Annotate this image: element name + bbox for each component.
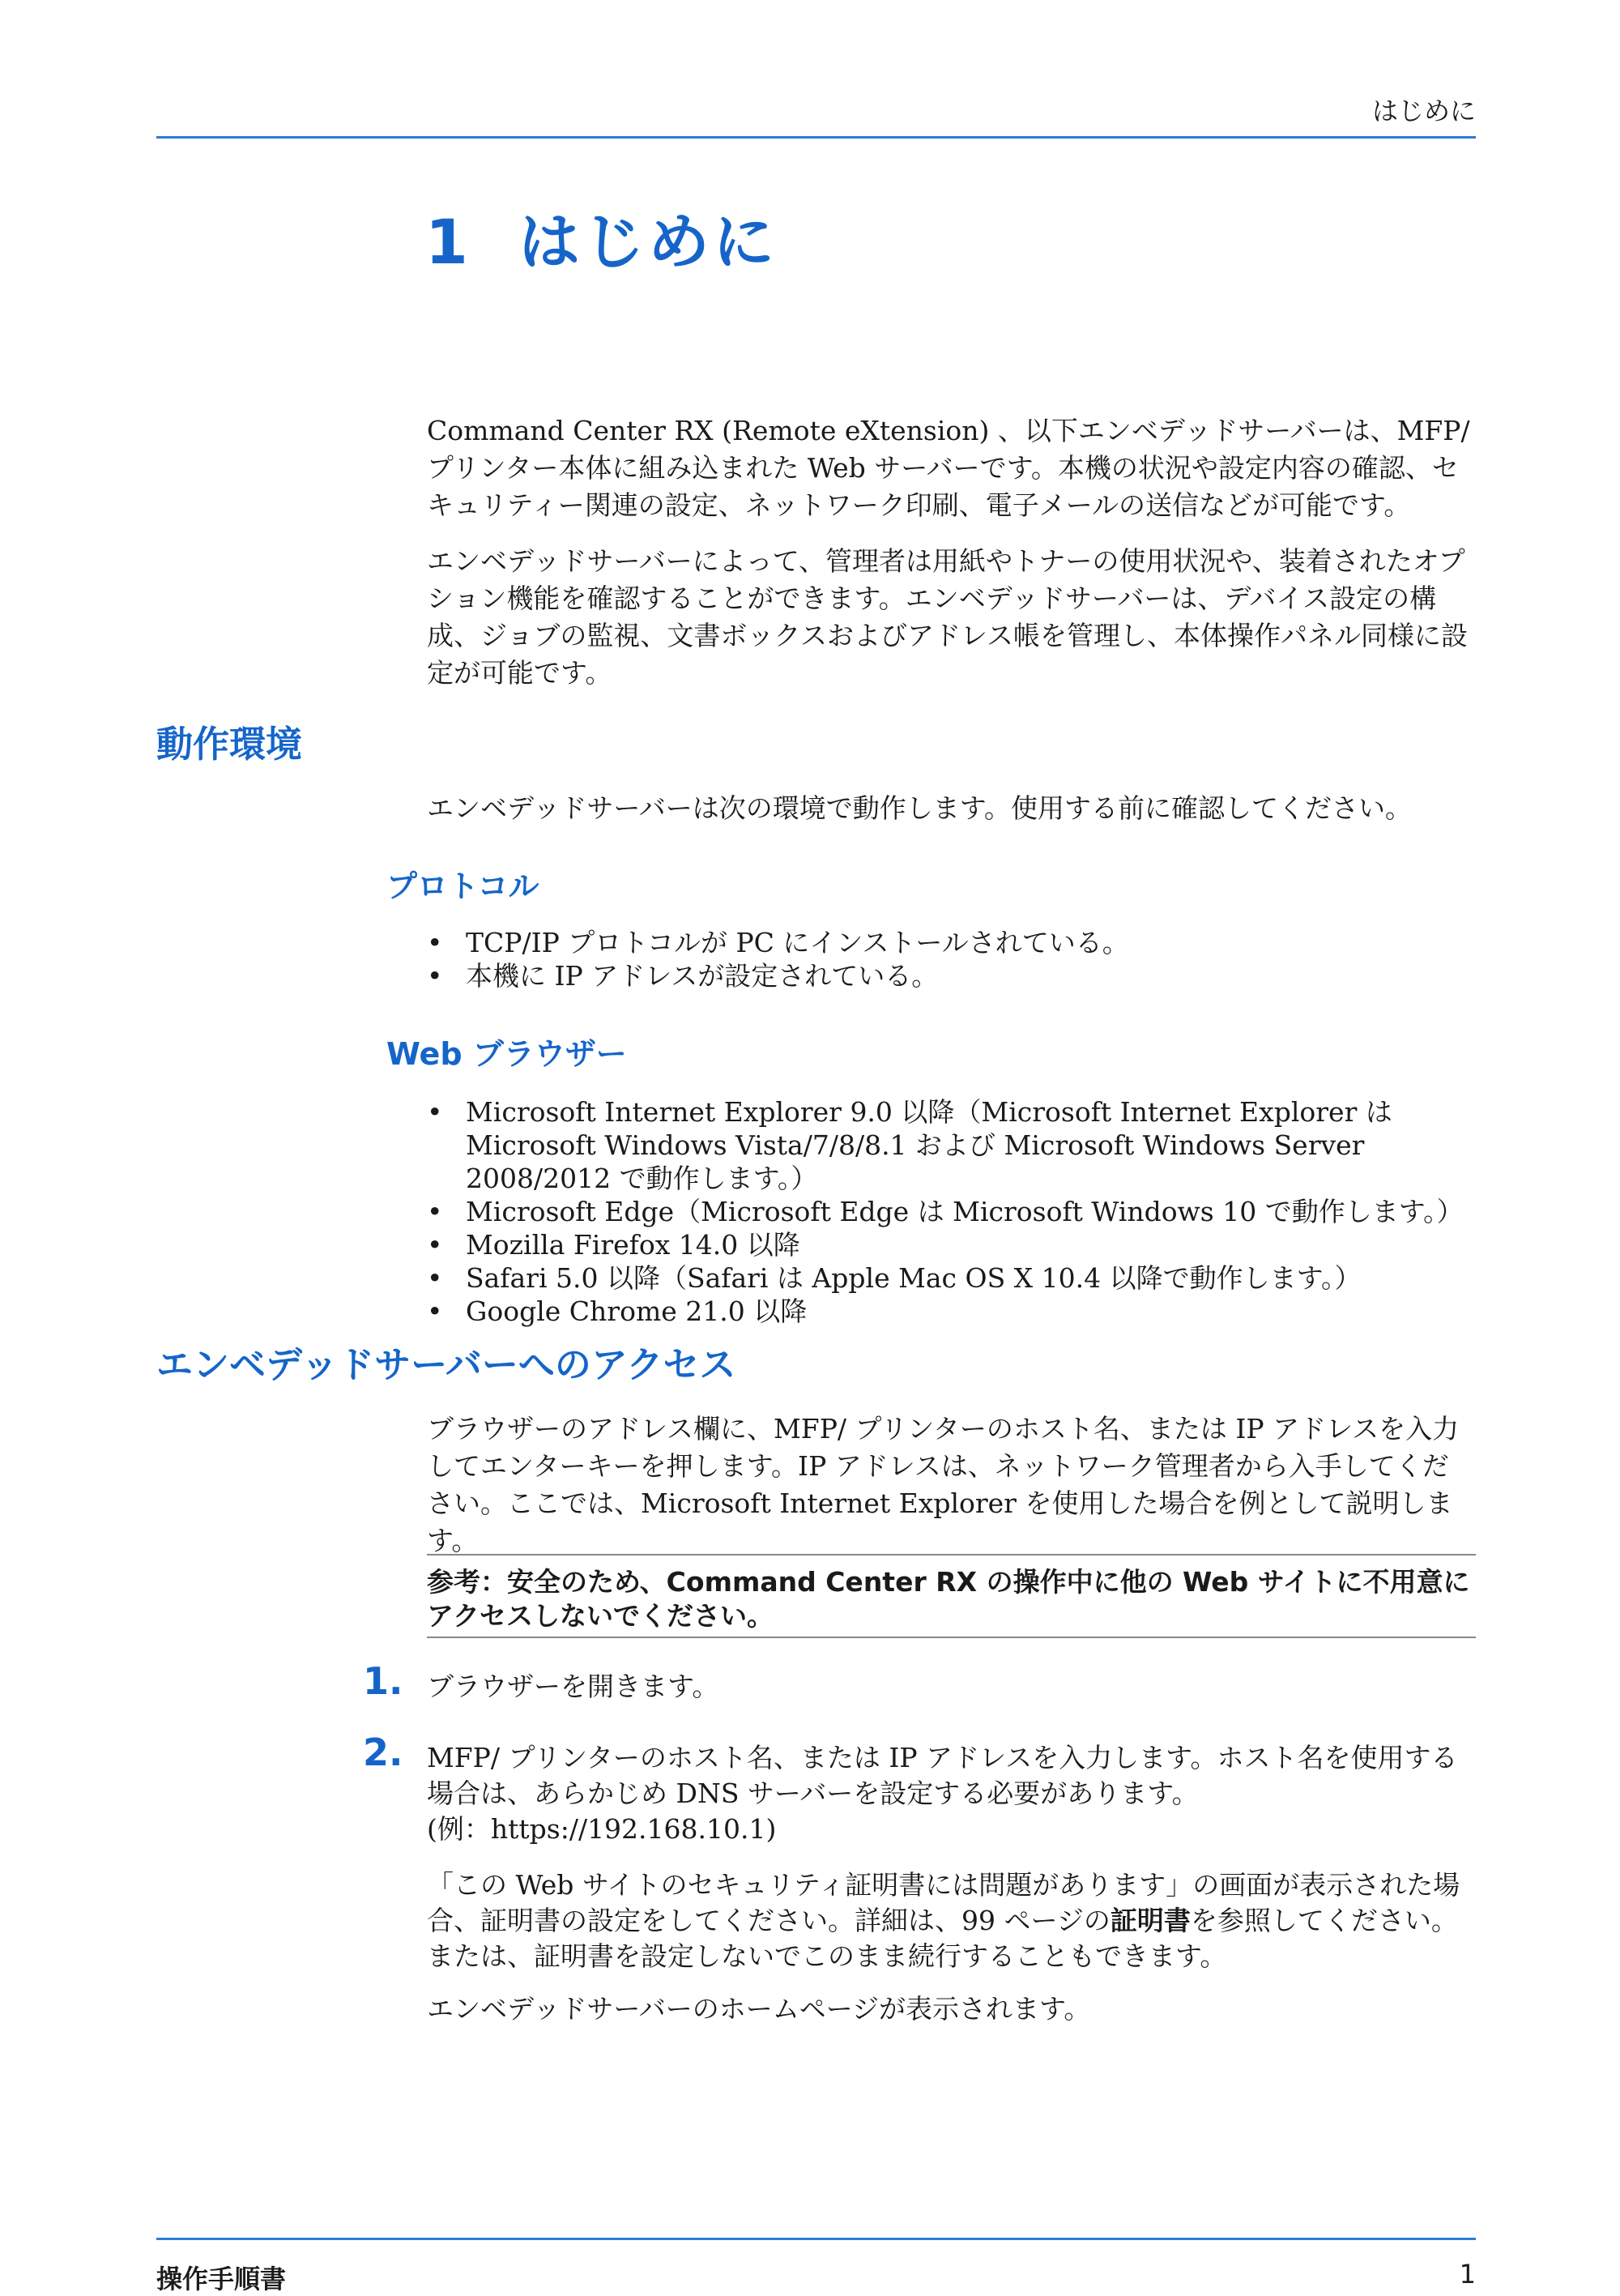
certificate-link-term[interactable]: 証明書 — [1110, 1905, 1191, 1936]
certificate-text-pre: 「この Web サイトのセキュリティ証明書には問題があります」の画面が表示された場合、証明書の設定をしてください。詳細は、99 ページの — [427, 1869, 1460, 1936]
final-text: エンベデッドサーバーのホームページが表示されます。 — [427, 1993, 1091, 2025]
chapter-title-text: はじめに — [518, 206, 778, 278]
footer-page-number: 1 — [1459, 2259, 1476, 2290]
environment-text: エンベデッドサーバーは次の環境で動作します。使用する前に確認してください。 — [427, 792, 1413, 824]
certificate-paragraph — [427, 1867, 1473, 1974]
list-item: • 本機に IP アドレスが設定されている。 — [427, 959, 1473, 992]
certificate-text-post: を参照してください。または、証明書を設定しないでこのまま続行することもできます。 — [427, 1905, 1458, 1972]
step-text-2: MFP/ プリンターのホスト名、または IP アドレスを入力します。ホスト名を使用する場合は、あらかじめ DNS サーバーを設定する必要があります。 — [427, 1742, 1458, 1809]
step-example: (例：https://192.168.10.1) — [427, 1813, 777, 1845]
list-item: • Microsoft Edge（Microsoft Edge は Microsoft Windows 10 で動作します。） — [427, 1195, 1473, 1228]
subsection-heading-web-browser: Web ブラウザー — [386, 1036, 627, 1072]
browser-list — [427, 1095, 1473, 1328]
list-item: • Safari 5.0 以降（Safari は Apple Mac OS X 10.4 以降で動作します。） — [427, 1261, 1473, 1295]
running-header-title: はじめに — [1371, 96, 1476, 126]
chapter-title — [425, 193, 778, 281]
footer-manual-title: 操作手順書 — [156, 2264, 287, 2294]
protocol-list — [427, 926, 1473, 992]
list-item: • Microsoft Internet Explorer 9.0 以降（Microsoft Internet Explorer は Microsoft Windows Vista/7/8/8.1 および Microsoft Windows Server 2008/2012 で動作します。） — [427, 1095, 1473, 1195]
subsection-heading-protocol: プロトコル — [386, 868, 539, 904]
note-text: 参考：安全のため、Command Center RX の操作中に他の Web サイトに不用意にアクセスしないでください。 — [427, 1566, 1470, 1632]
list-item: • Mozilla Firefox 14.0 以降 — [427, 1228, 1473, 1261]
step-number-2: 2. — [363, 1731, 403, 1774]
footer-rule — [156, 2238, 1476, 2240]
access-text: ブラウザーのアドレス欄に、MFP/ プリンターのホスト名、または IP アドレスを入力してエンターキーを押します。IP アドレスは、ネットワーク管理者から入手してください。ここでは、Microsoft Internet Explorer を使用した場合を例として説明します。 — [427, 1413, 1460, 1556]
note-box — [427, 1554, 1476, 1638]
list-item: • Google Chrome 21.0 以降 — [427, 1295, 1473, 1328]
intro-paragraph-1: Command Center RX (Remote eXtension) 、以下エンベデッドサーバーは、MFP/ プリンター本体に組み込まれた Web サーバーです。本機の状況や設定内容の確認、セキュリティー関連の設定、ネットワーク印刷、電子メールの送信などが可能です。 — [427, 415, 1470, 521]
list-item: • TCP/IP プロトコルが PC にインストールされている。 — [427, 926, 1473, 959]
header-rule — [156, 136, 1476, 139]
section-heading-access: エンベデッドサーバーへのアクセス — [156, 1343, 736, 1386]
step-text-1: ブラウザーを開きます。 — [427, 1671, 719, 1702]
intro-paragraph-2: エンベデッドサーバーによって、管理者は用紙やトナーの使用状況や、装着されたオプション機能を確認することができます。エンベデッドサーバーは、デバイス設定の構成、ジョブの監視、文書ボックスおよびアドレス帳を管理し、本体操作パネル同様に設定が可能です。 — [427, 545, 1469, 689]
chapter-number: 1 — [425, 206, 471, 278]
step-number-1: 1. — [363, 1659, 403, 1703]
section-heading-environment: 動作環境 — [156, 723, 303, 766]
